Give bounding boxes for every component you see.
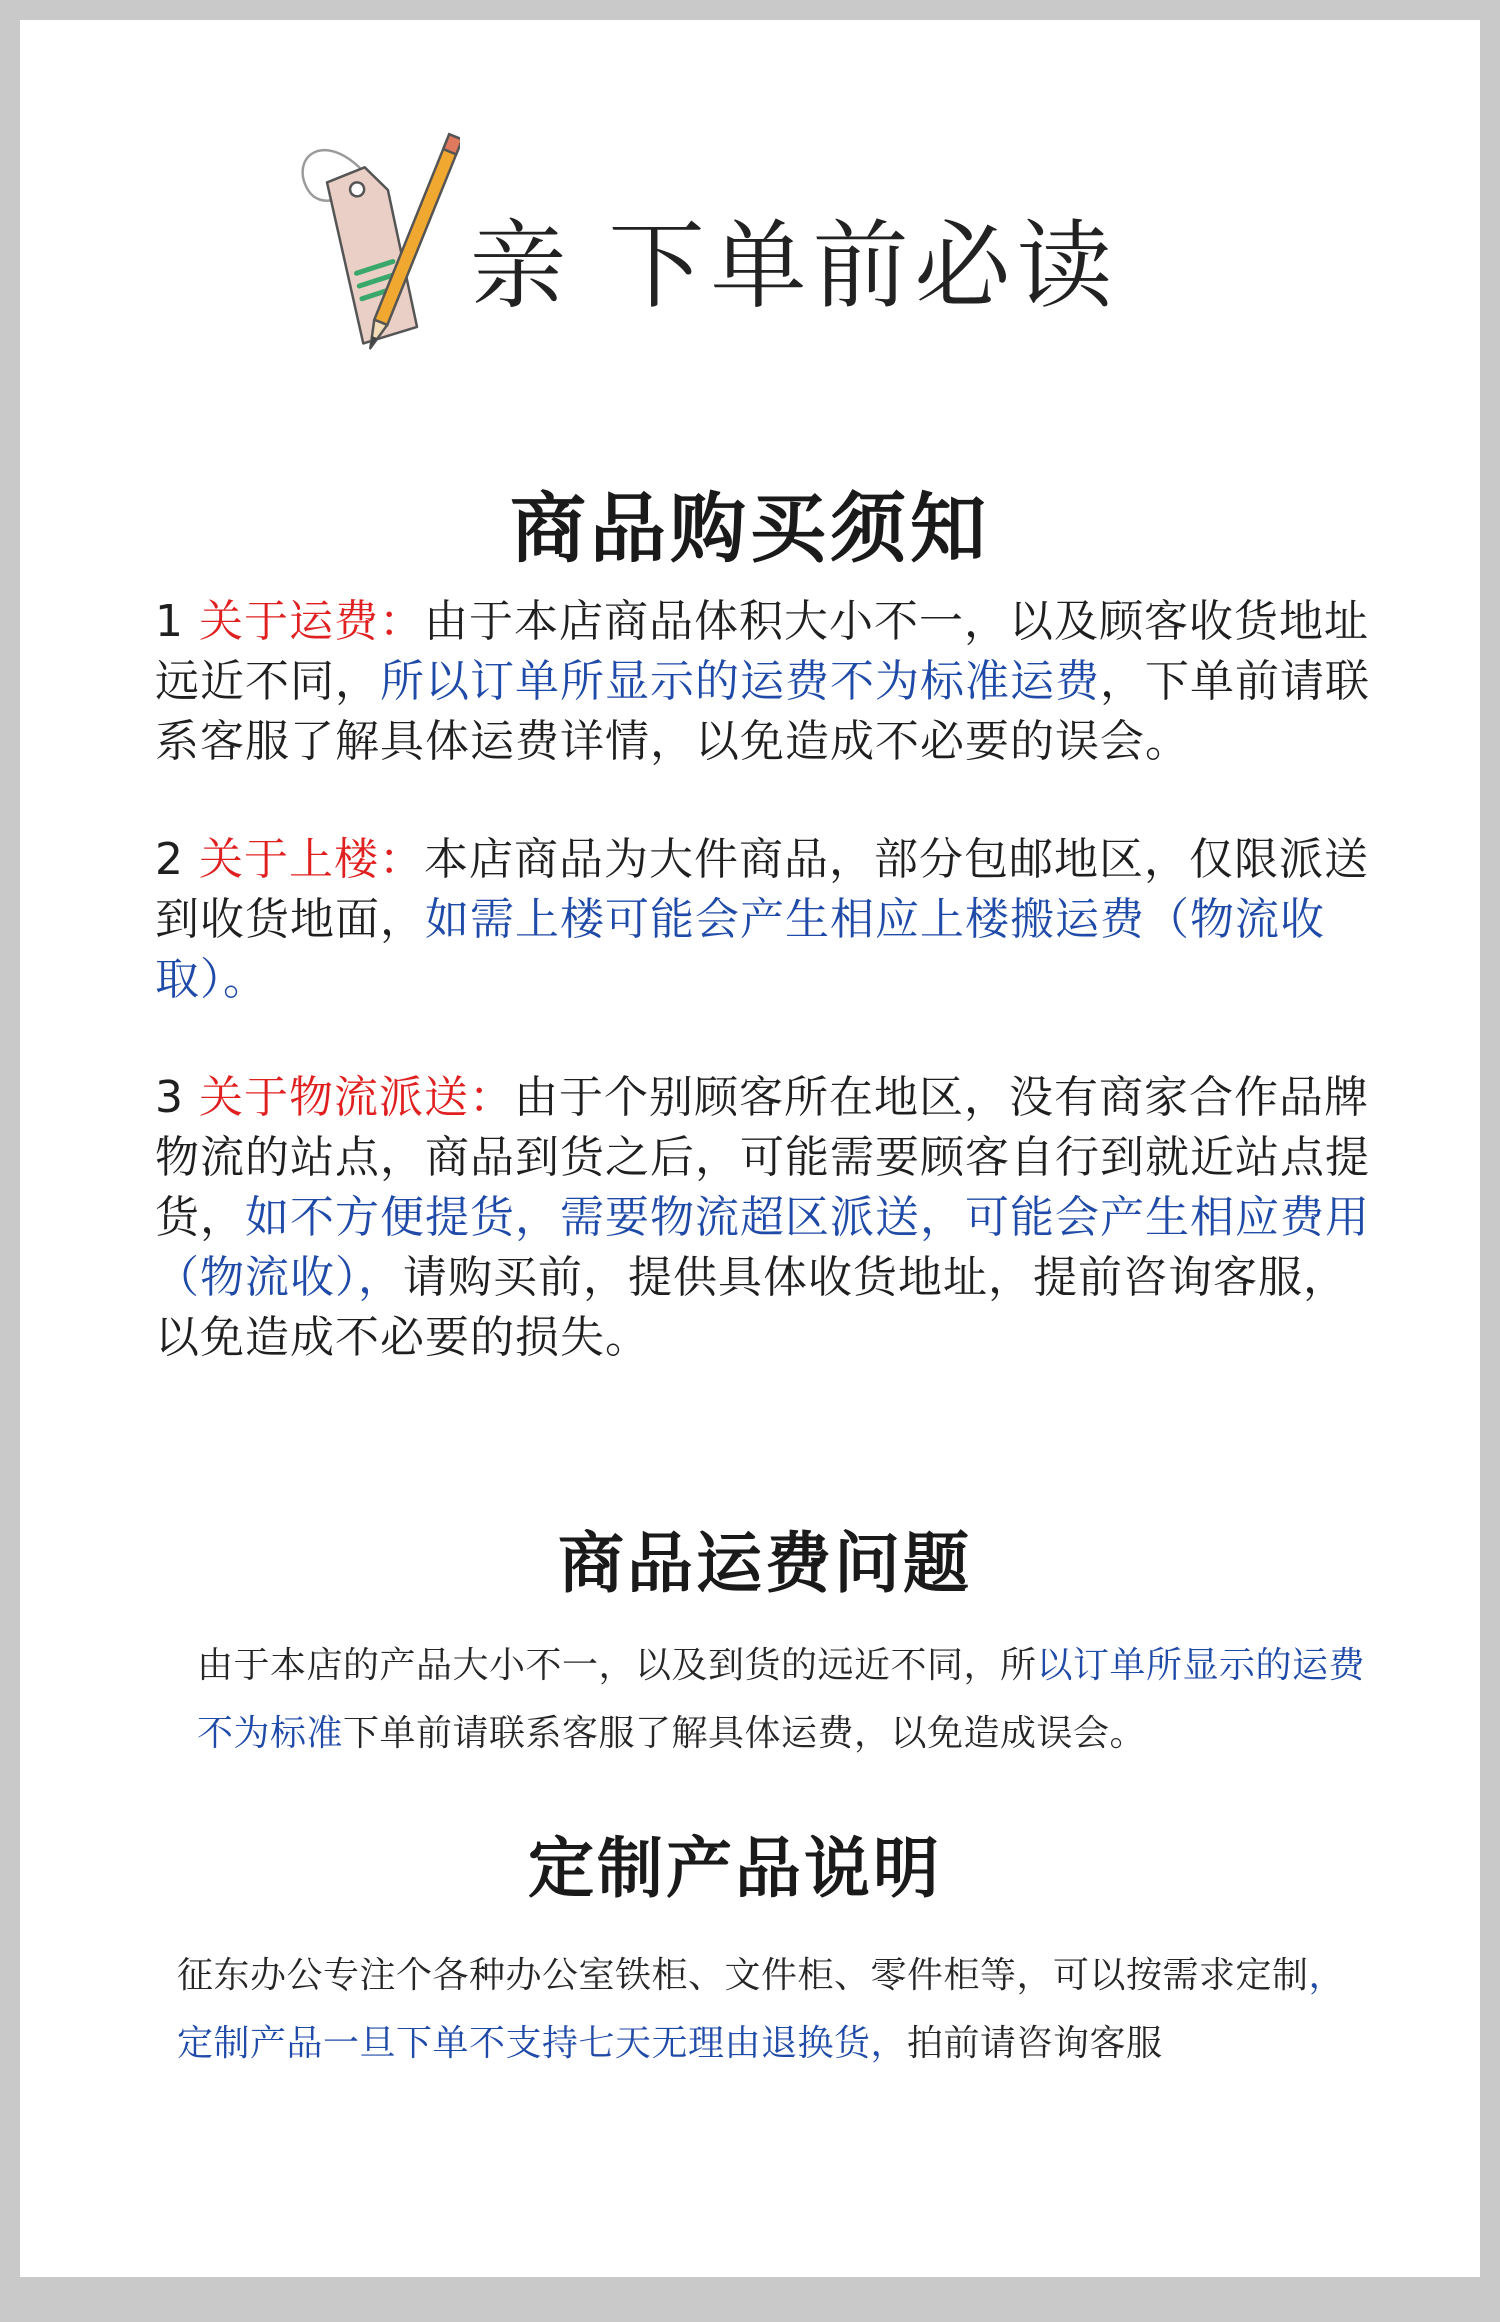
- notice-card: [20, 20, 1480, 2277]
- header-title: 亲 下单前必读: [470, 210, 1119, 322]
- shipping-issue-title: 商品运费问题: [558, 1525, 972, 1602]
- shipping-issue-text: [197, 1632, 1377, 1768]
- custom-text-end: 拍前请咨询客服: [907, 2023, 1163, 2064]
- item-label: 关于运费：: [199, 596, 424, 647]
- notice-item-upstairs: [155, 830, 1375, 1010]
- item-text: 本店商品为大件商品，部分包邮地区，仅限派送到收货地面，: [155, 834, 1369, 945]
- shipping-text: 由于本店的产品大小不一，以及到货的远近不同，所: [197, 1645, 1037, 1686]
- item-text-end: ，下单前请联系客服了解具体运费详情，以免造成不必要的误会。: [155, 656, 1370, 767]
- item-text: 由于本店商品体积大小不一，以及顾客收货地址远近不同，: [155, 596, 1369, 707]
- item-number: 2: [155, 834, 184, 885]
- notice-item-delivery: [155, 1068, 1375, 1368]
- tag-with-pencil-icon: [290, 120, 460, 380]
- item-number: 3: [155, 1072, 184, 1123]
- item-number: 1: [155, 596, 184, 647]
- custom-text: 征东办公专注个各种办公室铁柜、文件柜、零件柜等，可以按需求定制: [177, 1955, 1309, 1996]
- item-label: 关于上楼：: [199, 834, 424, 885]
- purchase-notice-title: 商品购买须知: [510, 484, 990, 573]
- page-header: [290, 120, 1290, 400]
- item-highlight: 如不方便提货，需要物流超区派送，可能会产生相应费用（物流收），: [155, 1192, 1370, 1303]
- custom-highlight: ，定制产品一旦下单不支持七天无理由退换货，: [177, 1955, 1346, 2064]
- custom-products-title: 定制产品说明: [528, 1830, 942, 1907]
- item-text-end: 请购买前，提供具体收货地址，提前咨询客服，以免造成不必要的损失。: [155, 1252, 1348, 1363]
- item-label: 关于物流派送：: [199, 1072, 514, 1123]
- custom-products-text: [177, 1942, 1377, 2078]
- item-highlight: 所以订单所显示的运费不为标准运费: [380, 656, 1100, 707]
- notice-item-shipping: [155, 592, 1375, 772]
- item-text: 由于个别顾客所在地区，没有商家合作品牌物流的站点，商品到货之后，可能需要顾客自行到就近站点提货，: [155, 1072, 1370, 1243]
- shipping-highlight: 以订单所显示的运费不为标准: [197, 1645, 1366, 1754]
- item-highlight: 如需上楼可能会产生相应上楼搬运费（物流收取）。: [155, 894, 1325, 1005]
- shipping-text-end: 下单前请联系客服了解具体运费，以免造成误会。: [343, 1713, 1147, 1754]
